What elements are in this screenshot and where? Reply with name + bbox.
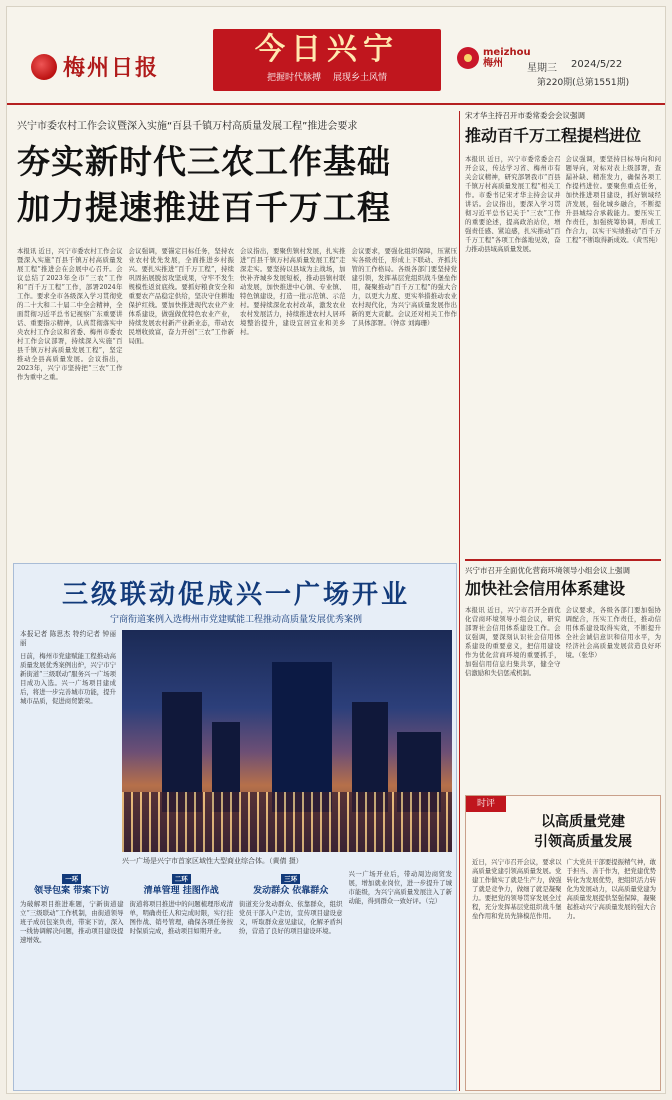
feature-text: 为破解项目推进难题，宁新街道建立“三级联动”工作机制，由街道领导班子成员包案负责，带案下访，深入一线协调解决问题，推动项目建设提速增效。 <box>20 900 124 944</box>
subhead-tag: 三环 <box>281 874 300 884</box>
feature-column: 兴一广场开业后，带动周边商贸发展，增加就业岗位，进一步提升了城市能级，为兴宁高质量发展注入了新动能，得到群众一致好评。（完） <box>348 870 452 905</box>
right-top-column: 会议强调，要坚持目标导向和问题导向，对标对表上级部署，查漏补缺、精准发力，确保各项工作提档进位。要聚焦重点任务，加快推进项目建设，抓好镇域经济发展，强化城乡融合，不断提升县城综合承载能力。要压实工作责任，加强统筹协调，形成工作合力，以实干实绩推动“百千万工程”不断取得新成效。（黄雪纯） <box>565 155 661 244</box>
city-logo-en: meizhou <box>483 47 531 58</box>
section-slogan <box>213 71 441 85</box>
feature-intro-text: 日前，梅州市党建赋能工程推动高质量发展优秀案例出炉，兴宁市宁新街道“三级联动”服务兴一广场项目成功入选。兴一广场项目建成后，将进一步完善城市功能，提升城市品质，促进商贸繁荣。 <box>20 652 116 705</box>
subhead-3 <box>239 873 343 897</box>
lead-headline <box>17 139 457 231</box>
subhead-title: 领导包案 带案下访 <box>34 886 110 896</box>
lead-column: 会议要求，要强化组织保障，压紧压实各级责任，形成上下联动、齐抓共管的工作格局。各级各部门要坚持党建引领，发挥基层党组织战斗堡垒作用，凝聚推动“百千万工程”的强大合力，以更大力度、更实举措推动农业农村现代化，为兴宁高质量发展作出新的更大贡献。会议还对相关工作作了具体部署。（钟彦 刘海珊） <box>351 247 457 327</box>
subhead-title: 清单管理 挂图作战 <box>143 886 219 896</box>
lead-kicker: 兴宁市委农村工作会议暨深入实施“百县千镇万村高质量发展工程”推进会要求 <box>17 121 358 132</box>
plum-blossom-icon <box>31 54 57 80</box>
right-mid-kicker: 兴宁市召开全面优化营商环境领导小组会议上强调 <box>465 566 630 575</box>
feature-column <box>239 870 343 1084</box>
flower-icon <box>457 47 479 69</box>
column-divider <box>459 111 460 1091</box>
commentary-column: 近日，兴宁市召开会议，要求以高质量党建引领高质量发展。党建工作做实了就是生产力，做强了就是竞争力，做细了就是凝聚力。要把党的领导贯穿发展全过程，充分发挥基层党组织战斗堡垒作用和党员先锋模范作用。 <box>472 858 562 920</box>
right-mid-article <box>465 559 661 787</box>
paper-name: 梅州日报 <box>63 55 160 81</box>
lead-body <box>17 247 457 557</box>
right-top-body <box>465 155 661 550</box>
newspaper-page <box>6 6 666 1094</box>
headline-line-2: 加力提速推进百千万工程 <box>17 188 391 227</box>
feature-column <box>20 870 124 1084</box>
date-line <box>527 59 622 74</box>
weekday: 星期三 <box>527 63 557 74</box>
section-title: 今日兴宁 <box>255 32 399 67</box>
building <box>272 662 332 812</box>
subhead-1 <box>20 873 124 897</box>
commentary-column: 广大党员干部要提振精气神，敢于担当、善于作为，把党建优势转化为发展优势，把组织活力转化为发展动力，以高质量党建为高质量发展提供坚强保障，凝聚起推动兴宁高质量发展的强大合力。 <box>566 858 656 920</box>
street-lights <box>122 792 452 852</box>
lead-column: 本报讯 近日，兴宁市委农村工作会议暨深入实施“百县千镇万村高质量发展工程”推进会在会展中心召开。会议总结了2023年全市“三农”工作和“百千万工程”工作，部署2024年工作。要求全市各级深入学习贯彻党的二十大和二十届二中全会精神，全面贯彻习近平总书记视察广东重要讲话、重要指示精神，认真贯彻落实中央农村工作会议和省委、梅州市委农村工作会议部署，持续深入实施“百县千镇万村高质量发展工程”，坚定推动全县高质量发展。会议指出，2023年，兴宁市坚持把“三农”工作作为重中之重。 <box>17 247 123 381</box>
right-top-column: 本报讯 近日，兴宁市委常委会召开会议，传达学习省、梅州市有关会议精神，研究部署我市“百县千镇万村高质量发展工程”相关工作。市委书记宋才华主持会议并讲话。会议指出，要深入学习贯彻习近平总书记关于“三农”工作的重要论述，提高政治站位，增强责任感、紧迫感，扎实推动“百千万工程”各项工作落地见效，奋力推动县域高质量发展。 <box>465 155 561 253</box>
subhead-title: 发动群众 依靠群众 <box>253 886 329 896</box>
commentary-body <box>472 858 656 1084</box>
feature-photo <box>122 630 452 852</box>
commentary-box <box>465 795 661 1091</box>
feature-title: 三级联动促成兴一广场开业 <box>61 580 410 610</box>
feature-subtitle: 宁商衔道案例入选梅州市党建赋能工程推动高质量发展优秀案例 <box>109 615 362 625</box>
photo-caption: 兴一广场是兴宁市首家区域性大型商业综合体。（黄倩 摄） <box>122 857 303 865</box>
headline-line-1: 夯实新时代三农工作基础 <box>17 142 391 181</box>
feature-article <box>13 563 457 1091</box>
right-mid-column: 会议要求，各级各部门要加强协调配合，压实工作责任，推动信用体系建设取得实效，不断提升全社会诚信意识和信用水平，为经济社会高质量发展营造良好环境。（张华） <box>565 606 661 659</box>
right-top-kicker: 宋才华主持召开市委常委会会议强调 <box>465 111 585 120</box>
masthead <box>7 7 666 105</box>
city-logo <box>457 47 531 69</box>
date: 2024/5/22 <box>571 59 623 70</box>
subhead-2 <box>130 873 234 897</box>
feature-column <box>130 870 234 1084</box>
feature-byline: 本报记者 陈思杰 特约记者 钟丽丽 <box>20 630 116 647</box>
lead-column: 会议指出，要聚焦镇村发展，扎实推进“百县千镇万村高质量发展工程”走深走实。要坚持以县域为主战场，加快补齐城乡发展短板，推动县镇村联动发展，加快推进中心镇、专业镇、特色镇建设，打造一批示范镇、示范村。要持续深化农村改革，激发农业农村发展活力，持续推进农村人居环境整治提升，建设宜居宜业和美乡村。 <box>240 247 346 336</box>
commentary-title-1: 以高质量党建 <box>541 814 625 830</box>
slogan-1: 把握时代脉搏 <box>266 73 321 83</box>
section-banner <box>213 29 441 91</box>
right-top-article <box>465 111 661 549</box>
right-mid-body <box>465 606 661 794</box>
right-mid-title: 加快社会信用体系建设 <box>465 579 626 598</box>
feature-body <box>20 870 452 1084</box>
right-mid-column: 本报讯 近日，兴宁市召开全面优化营商环境领导小组会议，研究部署社会信用体系建设工作。会议强调，要深刻认识社会信用体系建设的重要意义，把信用建设作为优化营商环境的重要抓手，加强信用信息归集共享，健全守信激励和失信惩戒机制。 <box>465 606 561 677</box>
city-logo-cn: 梅州 <box>483 58 503 69</box>
commentary-title-2: 引领高质量发展 <box>534 834 632 850</box>
lead-column: 会议强调，要锚定目标任务，坚持农业农村优先发展，全面推进乡村振兴。要扎实推进“百千万工程”，持续巩固拓展脱贫攻坚成果，守牢不发生规模性返贫底线。要抓好粮食安全和重要农产品稳定供给，坚决守住耕地保护红线。要加快推进现代农业产业体系建设，做强做优特色农业产业，持续发展农村新产业新业态，带动农民增收致富，奋力开创“三农”工作新局面。 <box>128 247 234 345</box>
subhead-tag: 二环 <box>172 874 191 884</box>
commentary-tag: 时评 <box>466 796 506 812</box>
paper-logo <box>31 51 159 82</box>
slogan-2: 展现乡土风情 <box>333 73 388 83</box>
feature-intro <box>20 630 116 860</box>
feature-text: 街道充分发动群众、依靠群众，组织党员干部入户走访，宣传项目建设意义，听取群众意见建议，化解矛盾纠纷，营造了良好的项目建设环境。 <box>239 900 343 935</box>
subhead-tag: 一环 <box>62 874 81 884</box>
commentary-title <box>508 812 658 852</box>
issue-number: 第220期(总第1551期) <box>537 78 630 88</box>
feature-text: 街道将项目推进中的问题梳理形成清单，明确责任人和完成时限，实行挂图作战、销号管理，确保各项任务按时保质完成，推动项目如期开业。 <box>129 900 233 935</box>
right-top-title: 推动百千万工程提档进位 <box>465 126 642 145</box>
